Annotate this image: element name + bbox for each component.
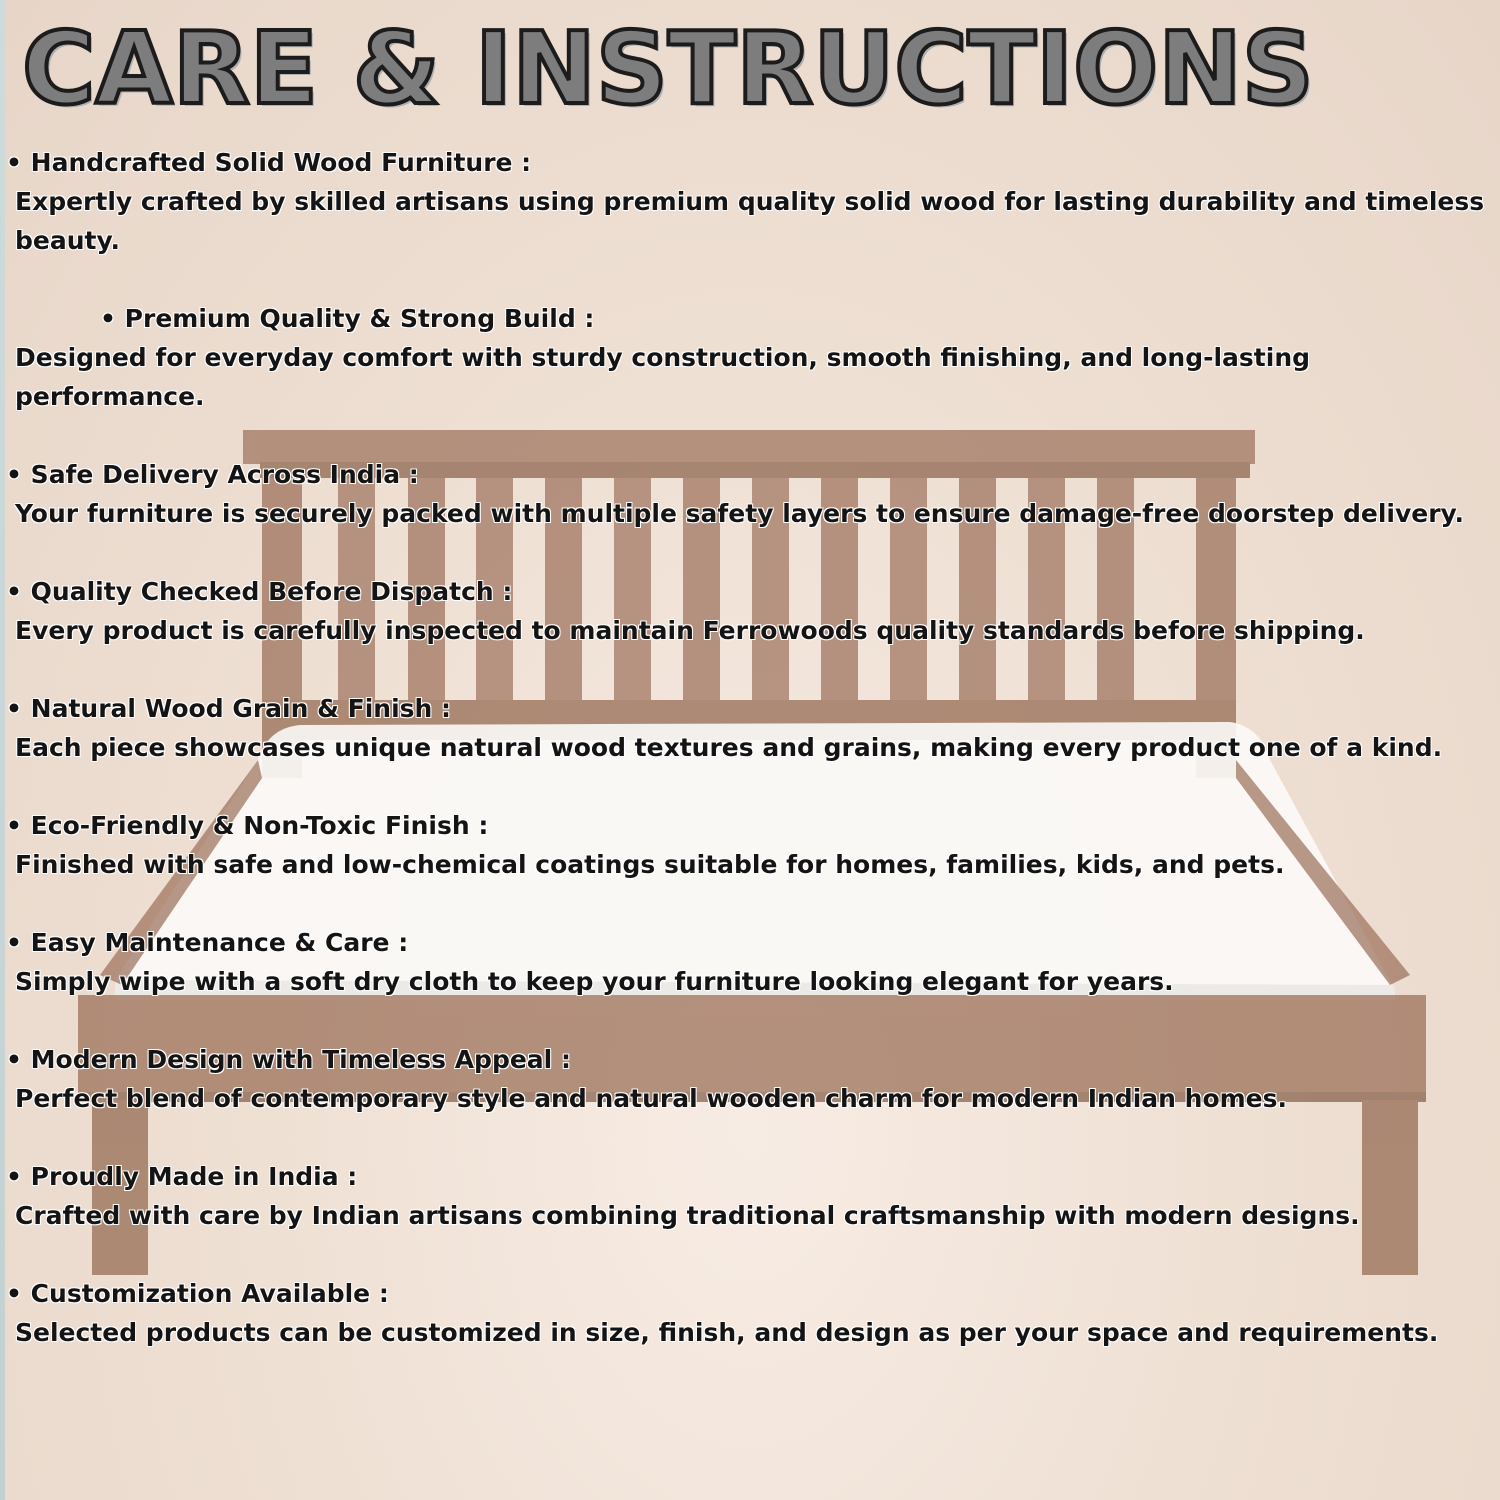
item-description: Expertly crafted by skilled artisans using premium quality solid wood for lasting durability and timeless beauty. bbox=[15, 187, 1485, 255]
page-title: CARE & INSTRUCTIONS bbox=[22, 10, 1314, 127]
list-item bbox=[6, 299, 1486, 416]
item-description: Selected products can be customized in size, finish, and design as per your space and requirements. bbox=[15, 1318, 1439, 1347]
item-description: Crafted with care by Indian artisans combining traditional craftsmanship with modern designs. bbox=[15, 1201, 1360, 1230]
item-description: Simply wipe with a soft dry cloth to keep your furniture looking elegant for years. bbox=[15, 967, 1174, 996]
item-description: Perfect blend of contemporary style and natural wooden charm for modern Indian homes. bbox=[15, 1084, 1287, 1113]
item-heading: • Premium Quality & Strong Build : bbox=[100, 304, 595, 333]
item-heading: • Quality Checked Before Dispatch : bbox=[6, 577, 513, 606]
list-item bbox=[6, 1157, 1486, 1235]
list-item bbox=[6, 806, 1486, 884]
list-item bbox=[6, 1040, 1486, 1118]
item-description: Each piece showcases unique natural wood textures and grains, making every product one of a kind. bbox=[15, 733, 1443, 762]
list-item bbox=[6, 689, 1486, 767]
item-heading: • Modern Design with Timeless Appeal : bbox=[6, 1045, 571, 1074]
list-item bbox=[6, 572, 1486, 650]
list-item bbox=[6, 455, 1486, 533]
item-heading: • Customization Available : bbox=[6, 1279, 389, 1308]
item-heading: • Easy Maintenance & Care : bbox=[6, 928, 409, 957]
item-description: Your furniture is securely packed with multiple safety layers to ensure damage-free doorstep delivery. bbox=[15, 499, 1465, 528]
item-heading: • Proudly Made in India : bbox=[6, 1162, 358, 1191]
list-item bbox=[6, 143, 1486, 260]
list-item bbox=[6, 1274, 1486, 1352]
item-heading: • Safe Delivery Across India : bbox=[6, 460, 419, 489]
item-heading: • Handcrafted Solid Wood Furniture : bbox=[6, 148, 532, 177]
item-heading: • Natural Wood Grain & Finish : bbox=[6, 694, 452, 723]
item-heading: • Eco-Friendly & Non-Toxic Finish : bbox=[6, 811, 489, 840]
item-description: Every product is carefully inspected to maintain Ferrowoods quality standards before shipping. bbox=[15, 616, 1365, 645]
list-item bbox=[6, 923, 1486, 1001]
instructions-list bbox=[6, 143, 1486, 1391]
item-description: Finished with safe and low-chemical coatings suitable for homes, families, kids, and pets. bbox=[15, 850, 1285, 879]
item-description: Designed for everyday comfort with sturdy construction, smooth finishing, and long-lasting performance. bbox=[15, 343, 1311, 411]
